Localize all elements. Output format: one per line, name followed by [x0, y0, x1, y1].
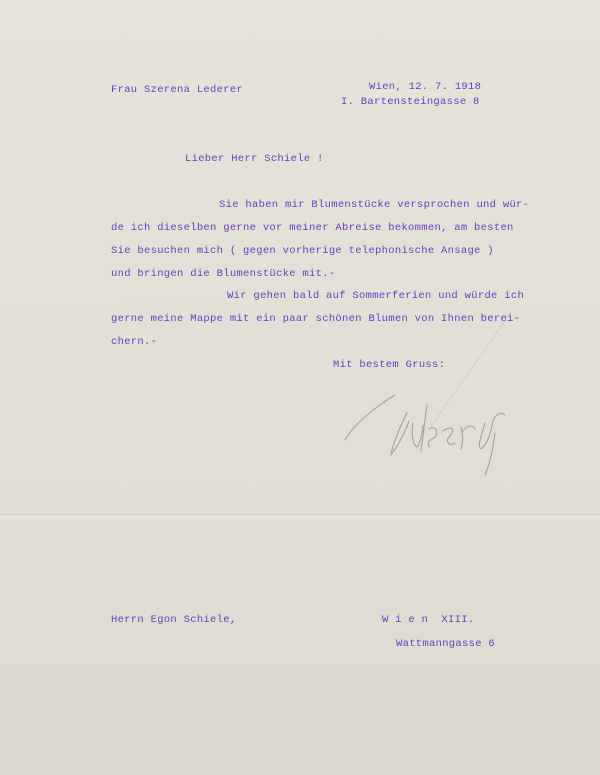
handwritten-signature: [335, 385, 525, 480]
recipient-name: Herrn Egon Schiele,: [111, 614, 237, 626]
salutation: Lieber Herr Schiele !: [185, 153, 324, 165]
body-line: Wir gehen bald auf Sommerferien und würde ich: [227, 290, 525, 302]
body-line: de ich dieselben gerne vor meiner Abreise bekommen, am besten: [111, 222, 514, 234]
recipient-street: Wattmanngasse 6: [396, 638, 496, 650]
sender-address: I. Bartensteingasse 8: [341, 96, 480, 108]
sender-name: Frau Szerena Lederer: [111, 84, 244, 96]
closing: Mit bestem Gruss:: [333, 359, 446, 371]
paper-fold-shade: [0, 515, 600, 521]
recipient-city: W i e n XIII.: [382, 614, 475, 626]
body-line: chern.-: [111, 336, 158, 348]
body-line: und bringen die Blumenstücke mit.-: [111, 268, 336, 280]
body-line: Sie haben mir Blumenstücke versprochen und wür-: [219, 199, 530, 211]
body-line: gerne meine Mappe mit ein paar schönen Blumen von Ihnen berei-: [111, 313, 521, 325]
body-line: Sie besuchen mich ( gegen vorherige telephonische Ansage ): [111, 245, 494, 257]
place-date: Wien, 12. 7. 1918: [369, 81, 482, 93]
